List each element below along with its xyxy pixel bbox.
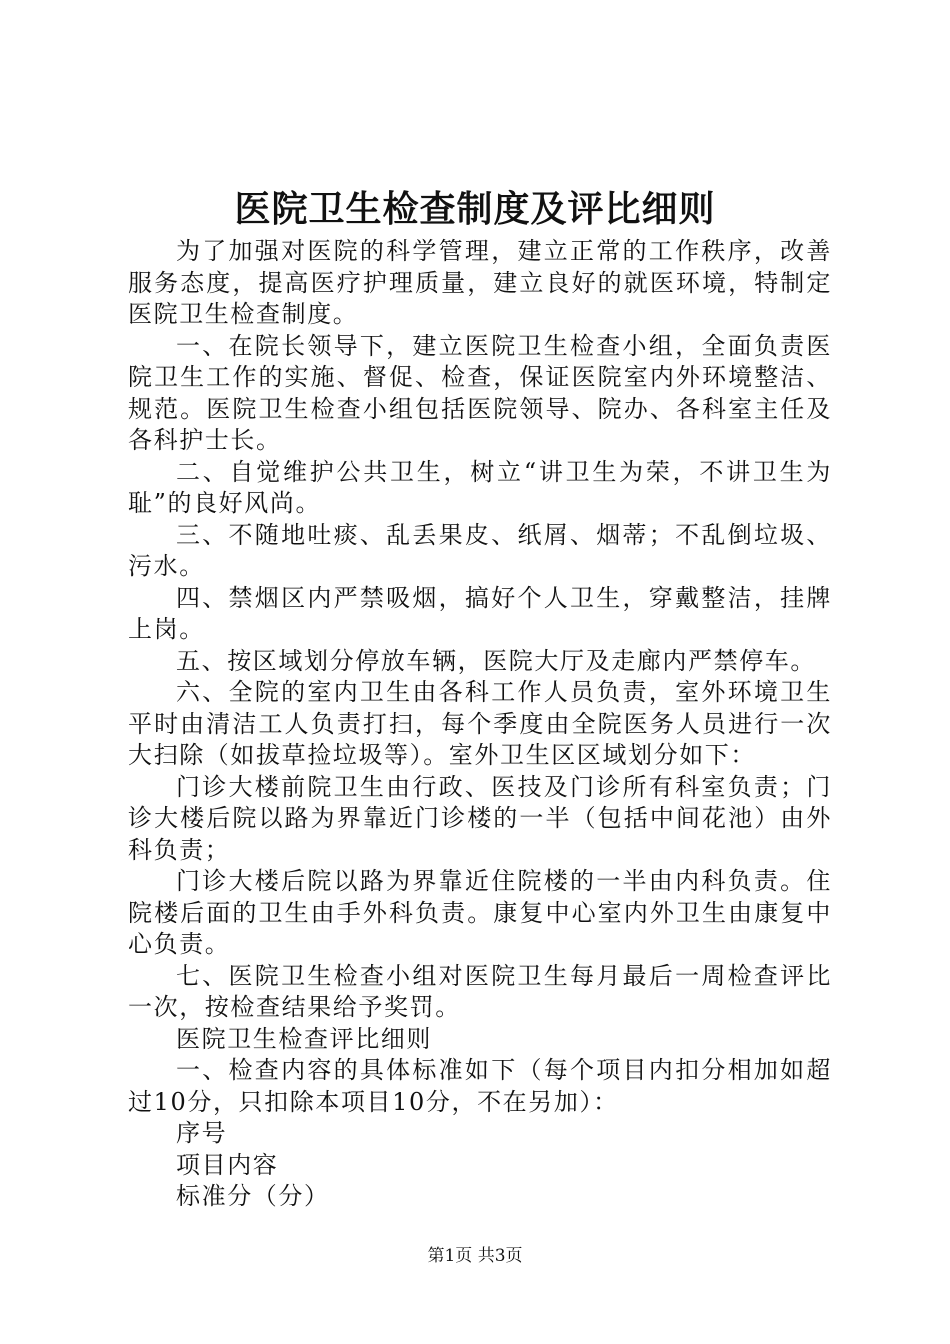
rules-subheading: 医院卫生检查评比细则 (176, 1024, 432, 1053)
table-header-standard-score: 标准分（分） (176, 1182, 330, 1210)
rule-6-paragraph: 六、全院的室内卫生由各科工作人员负责，室外环境卫生平时由清洁工人负责打扫，每个季度由全院医务人员进行一次大扫除（如拔草捡垃圾等）。室外卫生区区域划分如下： (128, 678, 832, 769)
document-body (128, 236, 832, 1213)
intro-paragraph: 为了加强对医院的科学管理，建立正常的工作秩序，改善服务态度，提高医疗护理质量，建立良好的就医环境，特制定医院卫生检查制度。 (128, 237, 832, 328)
rule-7-paragraph: 七、医院卫生检查小组对医院卫生每月最后一周检查评比一次，按检查结果给予奖罚。 (128, 961, 832, 1021)
page-footer: 第1页 共3页 (427, 1246, 523, 1266)
inspection-standard-paragraph: 一、检查内容的具体标准如下（每个项目内扣分相加如超过10分，只扣除本项目10分，不在另加）： (128, 1056, 832, 1116)
rule-1-paragraph: 一、在院长领导下，建立医院卫生检查小组，全面负责医院卫生工作的实施、督促、检查，保证医院室内外环境整洁、规范。医院卫生检查小组包括医院领导、院办、各科室主任及各科护士长。 (128, 331, 832, 454)
rule-2-paragraph: 二、自觉维护公共卫生，树立“讲卫生为荣，不讲卫生为耻”的良好风尚。 (128, 457, 832, 517)
table-header-serial-number: 序号 (176, 1119, 228, 1147)
rule-5-paragraph: 五、按区域划分停放车辆，医院大厅及走廊内严禁停车。 (176, 646, 816, 675)
area-division-paragraph-2: 门诊大楼后院以路为界靠近住院楼的一半由内科负责。住院楼后面的卫生由手外科负责。康复中心室内外卫生由康复中心负责。 (128, 867, 832, 958)
document-title: 医院卫生检查制度及评比细则 (234, 188, 716, 230)
rule-3-paragraph: 三、不随地吐痰、乱丢果皮、纸屑、烟蒂；不乱倒垃圾、污水。 (128, 520, 832, 580)
rule-4-paragraph: 四、禁烟区内严禁吸烟，搞好个人卫生，穿戴整洁，挂牌上岗。 (128, 583, 832, 643)
area-division-paragraph-1: 门诊大楼前院卫生由行政、医技及门诊所有科室负责；门诊大楼后院以路为界靠近门诊楼的一半（包括中间花池）由外科负责； (128, 772, 832, 864)
table-header-item-content: 项目内容 (176, 1150, 279, 1179)
